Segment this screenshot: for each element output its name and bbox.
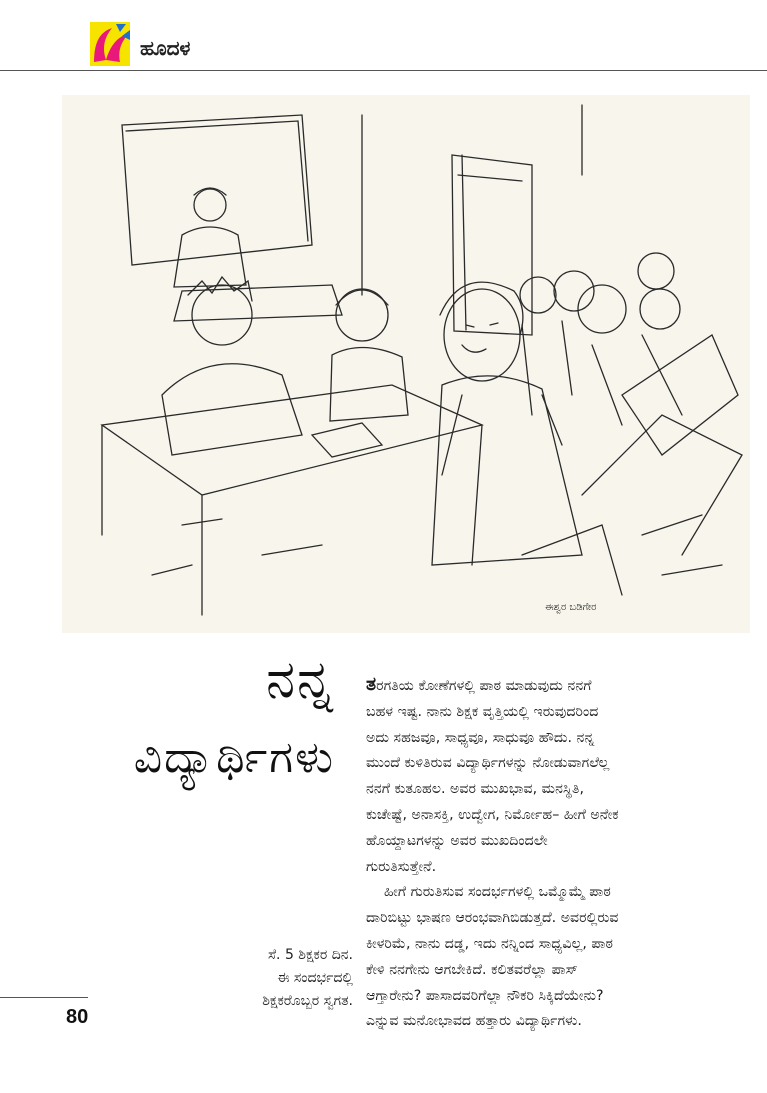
page-number: 80 — [66, 1006, 89, 1028]
body-line: ಗುರುತಿಸುತ್ತೇನೆ. — [366, 858, 437, 875]
magazine-name: ಹೂದಳ — [140, 36, 191, 60]
body-line: ಹೊಯ್ದಾಟಗಳನ್ನು ಅವರ ಮುಖದಿಂದಲೇ — [366, 832, 548, 849]
body-line: ಅದು ಸಹಜವೂ, ಸಾಧ್ಯವೂ, ಸಾಧುವೂ ಹೌದು. ನನ್ನ — [366, 729, 595, 746]
body-line: ತರಗತಿಯ ಕೋಣೆಗಳಲ್ಲಿ ಪಾಠ ಮಾಡುವುದು ನನಗೆ — [366, 673, 592, 695]
note-line: ಈ ಸಂದರ್ಭದಲ್ಲಿ — [277, 970, 353, 986]
body-line: ಎನ್ನುವ ಮನೋಭಾವದ ಹತ್ತಾರು ವಿದ್ಯಾರ್ಥಿಗಳು. — [366, 1013, 582, 1030]
footer-divider — [0, 997, 88, 998]
drop-cap: ತ — [366, 673, 377, 695]
body-line: ನನಗೆ ಕುತೂಹಲ. ಅವರ ಮುಖಭಾವ, ಮನಸ್ಥಿತಿ, — [366, 781, 585, 798]
magazine-logo — [90, 22, 130, 66]
note-line: ಶಿಕ್ಷಕರೊಬ್ಬರ ಸ್ವಗತ. — [262, 993, 353, 1009]
body-line: ಕೇಳಿ ನನಗೇನು ಆಗಬೇಕಿದೆ. ಕಲಿತವರೆಲ್ಲಾ ಪಾಸ್ — [366, 961, 578, 978]
body-line: ಮುಂದೆ ಕುಳಿತಿರುವ ವಿದ್ಯಾರ್ಥಿಗಳನ್ನು ನೋಡುವಾಗಲೆಲ್ಲ — [366, 755, 610, 772]
body-line: ಕೀಳರಿಮೆ, ನಾನು ದಡ್ಡ, ಇದು ನನ್ನಿಂದ ಸಾಧ್ಯವಿಲ್ಲ, ಪಾಠ — [366, 935, 614, 952]
classroom-sketch-illustration — [62, 95, 750, 633]
article-intro-note — [133, 944, 353, 1013]
note-line: ಸೆ. 5 ಶಿಕ್ಷಕರ ದಿನ. — [268, 947, 353, 963]
header-divider — [0, 70, 767, 71]
body-line: ಕುಚೇಷ್ಟೆ, ಅನಾಸಕ್ತಿ, ಉದ್ವೇಗ, ನಿರ್ಮೋಹ– ಹೀಗೆ ಅನೇಕ — [366, 806, 619, 823]
body-line: ಆಗ್ತಾರೇನು? ಪಾಸಾದವರಿಗೆಲ್ಲಾ ನೌಕರಿ ಸಿಕ್ಕಿದೆಯೇನು? — [366, 987, 604, 1004]
body-line: ದಾರಿಬಿಟ್ಟು ಭಾಷಣ ಆರಂಭವಾಗಿಬಿಡುತ್ತದೆ. ಅವರಲ್ಲಿರುವ — [366, 910, 619, 927]
body-line: ಹೀಗೆ ಗುರುತಿಸುವ ಸಂದರ್ಭಗಳಲ್ಲಿ ಒಮ್ಮೊಮ್ಮೆ ಪಾಠ — [384, 884, 611, 901]
article-title-line1: ನನ್ನ — [266, 650, 335, 710]
artist-credit: ಈಶ್ವರ ಬಡಿಗೇರ — [545, 602, 597, 613]
article-body — [366, 672, 711, 1035]
article-title-line2: ವಿದ್ಯಾರ್ಥಿಗಳು — [133, 732, 335, 783]
body-line: ಬಹಳ ಇಷ್ಟ. ನಾನು ಶಿಕ್ಷಕ ವೃತ್ತಿಯಲ್ಲಿ ಇರುವುದರಿಂದ — [366, 703, 599, 720]
